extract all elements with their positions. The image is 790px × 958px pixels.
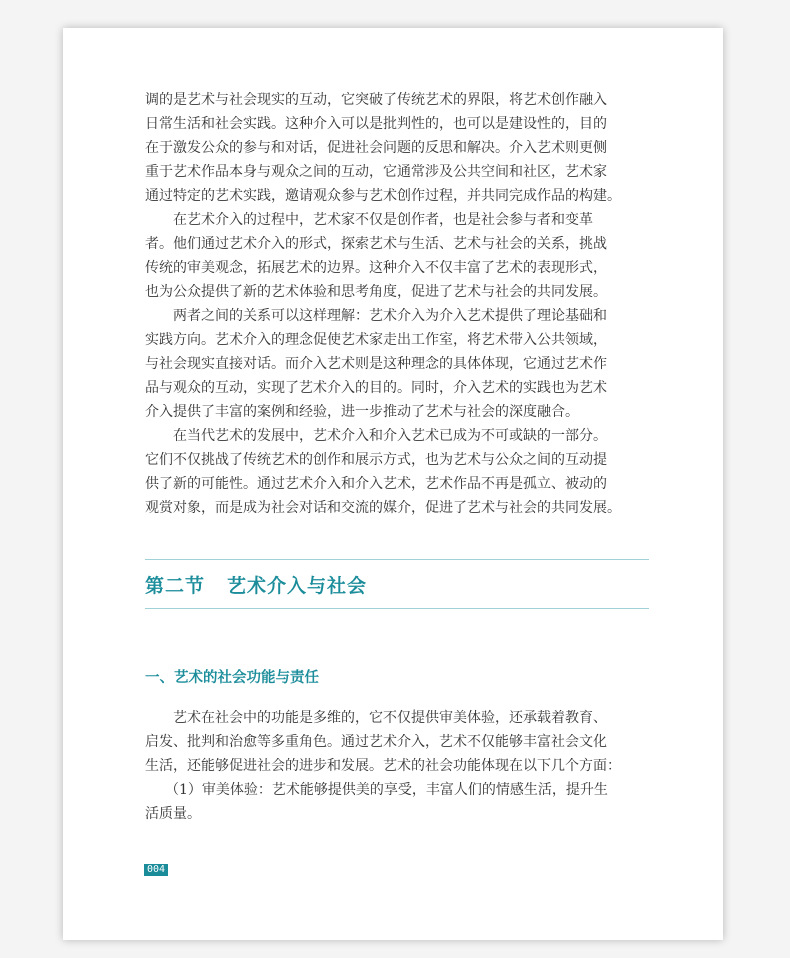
text-line: 与社会现实直接对话。而介入艺术则是这种理念的具体体现，它通过艺术作 — [145, 356, 607, 372]
body-text-part-1 — [145, 88, 621, 520]
section-title: 艺术介入与社会 — [227, 575, 368, 597]
text-line: 通过特定的艺术实践，邀请观众参与艺术创作过程，并共同完成作品的构建。 — [145, 188, 621, 204]
subsection-heading: 一、艺术的社会功能与责任 — [145, 670, 319, 686]
text-line: 实践方向。艺术介入的理念促使艺术家走出工作室，将艺术带入公共领域， — [145, 332, 607, 348]
text-line: 两者之间的关系可以这样理解：艺术介入为介入艺术提供了理论基础和 — [173, 308, 607, 324]
text-line: 重于艺术作品本身与观众之间的互动，它通常涉及公共空间和社区，艺术家 — [145, 164, 607, 180]
body-text-part-2 — [145, 706, 621, 826]
section-heading — [145, 571, 367, 598]
text-line: 它们不仅挑战了传统艺术的创作和展示方式，也为艺术与公众之间的互动提 — [145, 452, 607, 468]
text-line: 品与观众的互动，实现了艺术介入的目的。同时，介入艺术的实践也为艺术 — [145, 380, 607, 396]
text-line: 观赏对象，而是成为社会对话和交流的媒介，促进了艺术与社会的共同发展。 — [145, 500, 621, 516]
text-line: 调的是艺术与社会现实的互动，它突破了传统艺术的界限，将艺术创作融入 — [145, 92, 607, 108]
page-number: 004 — [144, 864, 168, 876]
text-line: 在于激发公众的参与和对话，促进社会问题的反思和解决。介入艺术则更侧 — [145, 140, 607, 156]
text-line: 日常生活和社会实践。这种介入可以是批判性的，也可以是建设性的，目的 — [145, 116, 607, 132]
text-line: 介入提供了丰富的案例和经验，进一步推动了艺术与社会的深度融合。 — [145, 404, 579, 420]
section-number: 第二节 — [145, 575, 206, 597]
text-line: 也为公众提供了新的艺术体验和思考角度，促进了艺术与社会的共同发展。 — [145, 284, 607, 300]
section-bottom-rule — [145, 608, 649, 609]
text-line: 启发、批判和治愈等多重角色。通过艺术介入，艺术不仅能够丰富社会文化 — [145, 734, 607, 750]
text-line: 在当代艺术的发展中，艺术介入和介入艺术已成为不可或缺的一部分。 — [173, 428, 607, 444]
section-top-rule — [145, 559, 649, 560]
text-line: 在艺术介入的过程中，艺术家不仅是创作者，也是社会参与者和变革 — [173, 212, 593, 228]
text-line: 活质量。 — [145, 806, 201, 822]
text-line: 艺术在社会中的功能是多维的，它不仅提供审美体验，还承载着教育、 — [173, 710, 607, 726]
text-line: （1）审美体验：艺术能够提供美的享受，丰富人们的情感生活，提升生 — [165, 782, 608, 798]
text-line: 生活，还能够促进社会的进步和发展。艺术的社会功能体现在以下几个方面： — [145, 758, 621, 774]
book-page — [63, 28, 723, 940]
text-line: 供了新的可能性。通过艺术介入和介入艺术，艺术作品不再是孤立、被动的 — [145, 476, 607, 492]
text-line: 传统的审美观念，拓展艺术的边界。这种介入不仅丰富了艺术的表现形式， — [145, 260, 607, 276]
text-line: 者。他们通过艺术介入的形式，探索艺术与生活、艺术与社会的关系，挑战 — [145, 236, 607, 252]
